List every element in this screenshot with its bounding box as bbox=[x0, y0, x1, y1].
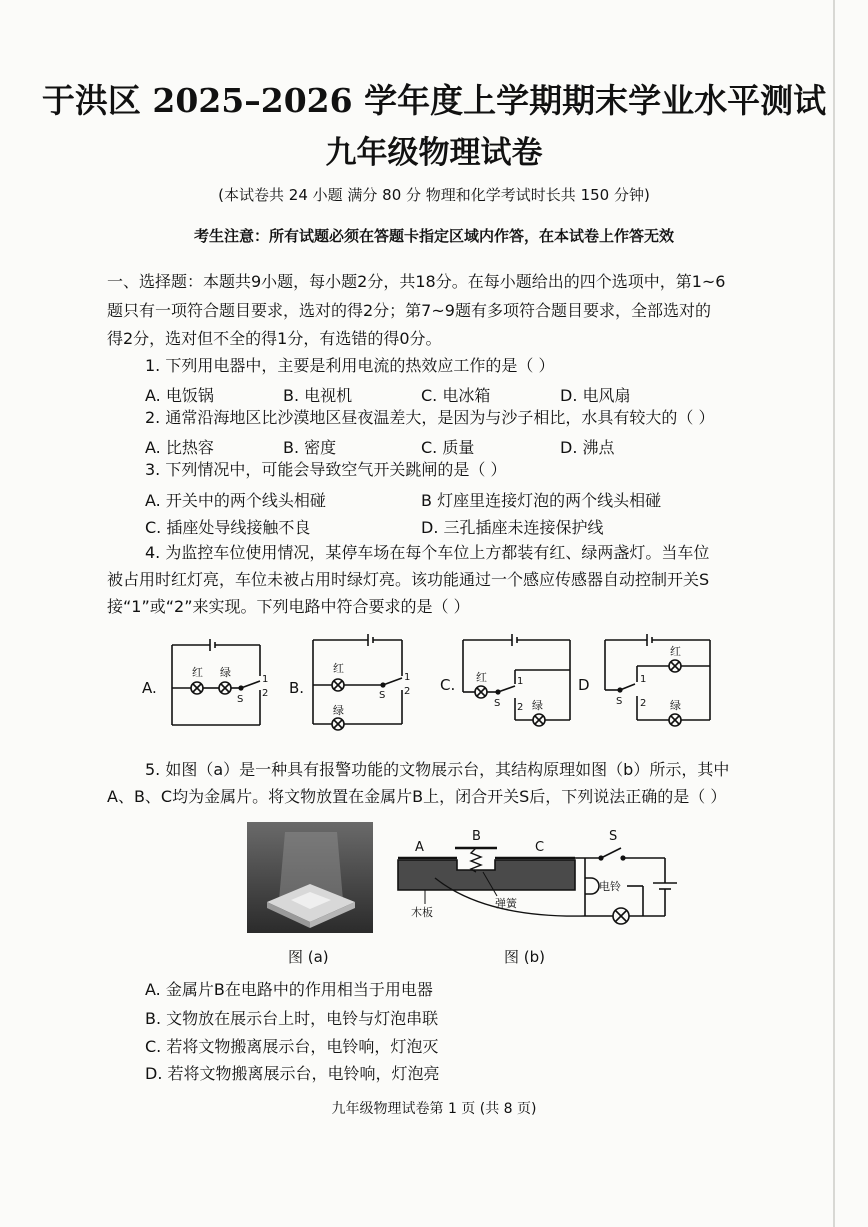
circuit-d bbox=[578, 634, 710, 726]
q1-option-c: C. 电冰箱 bbox=[421, 386, 491, 405]
label-s: S bbox=[609, 829, 618, 844]
figure-a-caption: 图 (a) bbox=[288, 948, 329, 966]
q5-option-a: A. 金属片B在电路中的作用相当于用电器 bbox=[145, 980, 433, 999]
wooden-board bbox=[398, 860, 575, 890]
circuit-b bbox=[289, 634, 410, 730]
section-intro-line-3: 得2分，选对但不全的得1分，有选错的得0分。 bbox=[107, 329, 442, 348]
label-a: A bbox=[415, 840, 424, 855]
q4-circuit-options bbox=[140, 630, 740, 735]
label-green: 绿 bbox=[333, 704, 344, 717]
figure-b-alarm-circuit bbox=[395, 828, 685, 936]
q2-option-d: D. 沸点 bbox=[560, 438, 615, 457]
question-3-stem: 3. 下列情况中，可能会导致空气开关跳闸的是（ ） bbox=[145, 460, 507, 479]
switch-s-icon bbox=[601, 848, 621, 858]
switch-icon bbox=[241, 681, 260, 688]
question-2-stem: 2. 通常沿海地区比沙漠地区昼夜温差大，是因为与沙子相比，水具有较大的（ ） bbox=[145, 408, 715, 427]
circuit-b-label: B. bbox=[289, 679, 305, 697]
label-c: C bbox=[535, 840, 545, 855]
label-green: 绿 bbox=[220, 666, 231, 679]
circuit-a bbox=[142, 639, 268, 725]
label-b: B bbox=[472, 829, 481, 844]
label-red: 红 bbox=[670, 645, 681, 658]
label-bell: 电铃 bbox=[599, 880, 621, 893]
q2-option-a: A. 比热容 bbox=[145, 438, 214, 457]
q5-option-d: D. 若将文物搬离展示台，电铃响，灯泡亮 bbox=[145, 1064, 440, 1083]
exam-subtitle: 九年级物理试卷 bbox=[325, 135, 543, 171]
label-1: 1 bbox=[517, 676, 524, 687]
q1-option-b: B. 电视机 bbox=[283, 386, 353, 405]
q1-option-d: D. 电风扇 bbox=[560, 386, 631, 405]
section-intro-line-2: 题只有一项符合题目要求，选对的得2分；第7~9题有多项符合题目要求，全部选对的 bbox=[107, 301, 711, 320]
circuit-d-label: D bbox=[578, 676, 590, 694]
label-green: 绿 bbox=[670, 699, 681, 712]
label-switch: S bbox=[616, 696, 623, 707]
exam-title: 于洪区 2025–2026 学年度上学期期末学业水平测试 bbox=[41, 81, 827, 120]
circuit-a-label: A. bbox=[142, 679, 157, 697]
label-1: 1 bbox=[262, 674, 269, 685]
label-switch: S bbox=[379, 690, 386, 701]
question-5-stem-line-2: A、B、C均为金属片。将文物放置在金属片B上，闭合开关S后，下列说法正确的是（ ） bbox=[107, 787, 727, 806]
section-intro-line-1: 一、选择题：本题共9小题，每小题2分，共18分。在每小题给出的四个选项中，第1~6 bbox=[107, 272, 726, 291]
spring-icon bbox=[471, 848, 481, 872]
q2-option-c: C. 质量 bbox=[421, 438, 475, 457]
q3-option-c: C. 插座处导线接触不良 bbox=[145, 518, 311, 537]
question-4-stem-line-1: 4. 为监控车位使用情况，某停车场在每个车位上方都装有红、绿两盏灯。当车位 bbox=[145, 543, 710, 562]
label-red: 红 bbox=[333, 662, 344, 675]
exam-meta: (本试卷共 24 小题 满分 80 分 物理和化学考试时长共 150 分钟) bbox=[218, 186, 650, 204]
label-2: 2 bbox=[262, 688, 269, 699]
question-4-stem-line-2: 被占用时红灯亮，车位未被占用时绿灯亮。该功能通过一个感应传感器自动控制开关S bbox=[107, 570, 710, 589]
electric-bell-icon bbox=[585, 878, 599, 894]
question-4-stem-line-3: 接“1”或“2”来实现。下列电路中符合要求的是（ ） bbox=[107, 597, 470, 616]
figure-b-caption: 图 (b) bbox=[504, 948, 545, 966]
page-footer: 九年级物理试卷第 1 页 (共 8 页) bbox=[331, 1101, 537, 1117]
q3-option-b: B 灯座里连接灯泡的两个线头相碰 bbox=[421, 491, 662, 510]
circuit-c bbox=[440, 634, 570, 726]
label-2: 2 bbox=[517, 702, 524, 713]
label-red: 红 bbox=[476, 671, 487, 684]
q5-option-b: B. 文物放在展示台上时，电铃与灯泡串联 bbox=[145, 1009, 439, 1028]
q2-option-b: B. 密度 bbox=[283, 438, 337, 457]
label-board: 木板 bbox=[411, 906, 433, 919]
label-switch: S bbox=[237, 694, 244, 705]
circuit-c-label: C. bbox=[440, 676, 456, 694]
question-1-stem: 1. 下列用电器中，主要是利用电流的热效应工作的是（ ） bbox=[145, 356, 555, 375]
q3-option-d: D. 三孔插座未连接保护线 bbox=[421, 518, 604, 537]
q1-option-a: A. 电饭锅 bbox=[145, 386, 214, 405]
label-1: 1 bbox=[404, 672, 411, 683]
label-red: 红 bbox=[192, 666, 203, 679]
label-1: 1 bbox=[640, 674, 647, 685]
question-5-stem-line-1: 5. 如图（a）是一种具有报警功能的文物展示台，其结构原理如图（b）所示，其中 bbox=[145, 760, 730, 779]
label-switch: S bbox=[494, 698, 501, 709]
q3-option-a: A. 开关中的两个线头相碰 bbox=[145, 491, 326, 510]
label-2: 2 bbox=[404, 686, 411, 697]
label-2: 2 bbox=[640, 698, 647, 709]
figure-a-display-stand-photo bbox=[247, 822, 373, 933]
label-green: 绿 bbox=[532, 699, 543, 712]
exam-notice: 考生注意：所有试题必须在答题卡指定区域内作答，在本试卷上作答无效 bbox=[193, 227, 674, 245]
q5-option-c: C. 若将文物搬离展示台，电铃响，灯泡灭 bbox=[145, 1037, 439, 1056]
label-spring: 弹簧 bbox=[495, 897, 517, 910]
